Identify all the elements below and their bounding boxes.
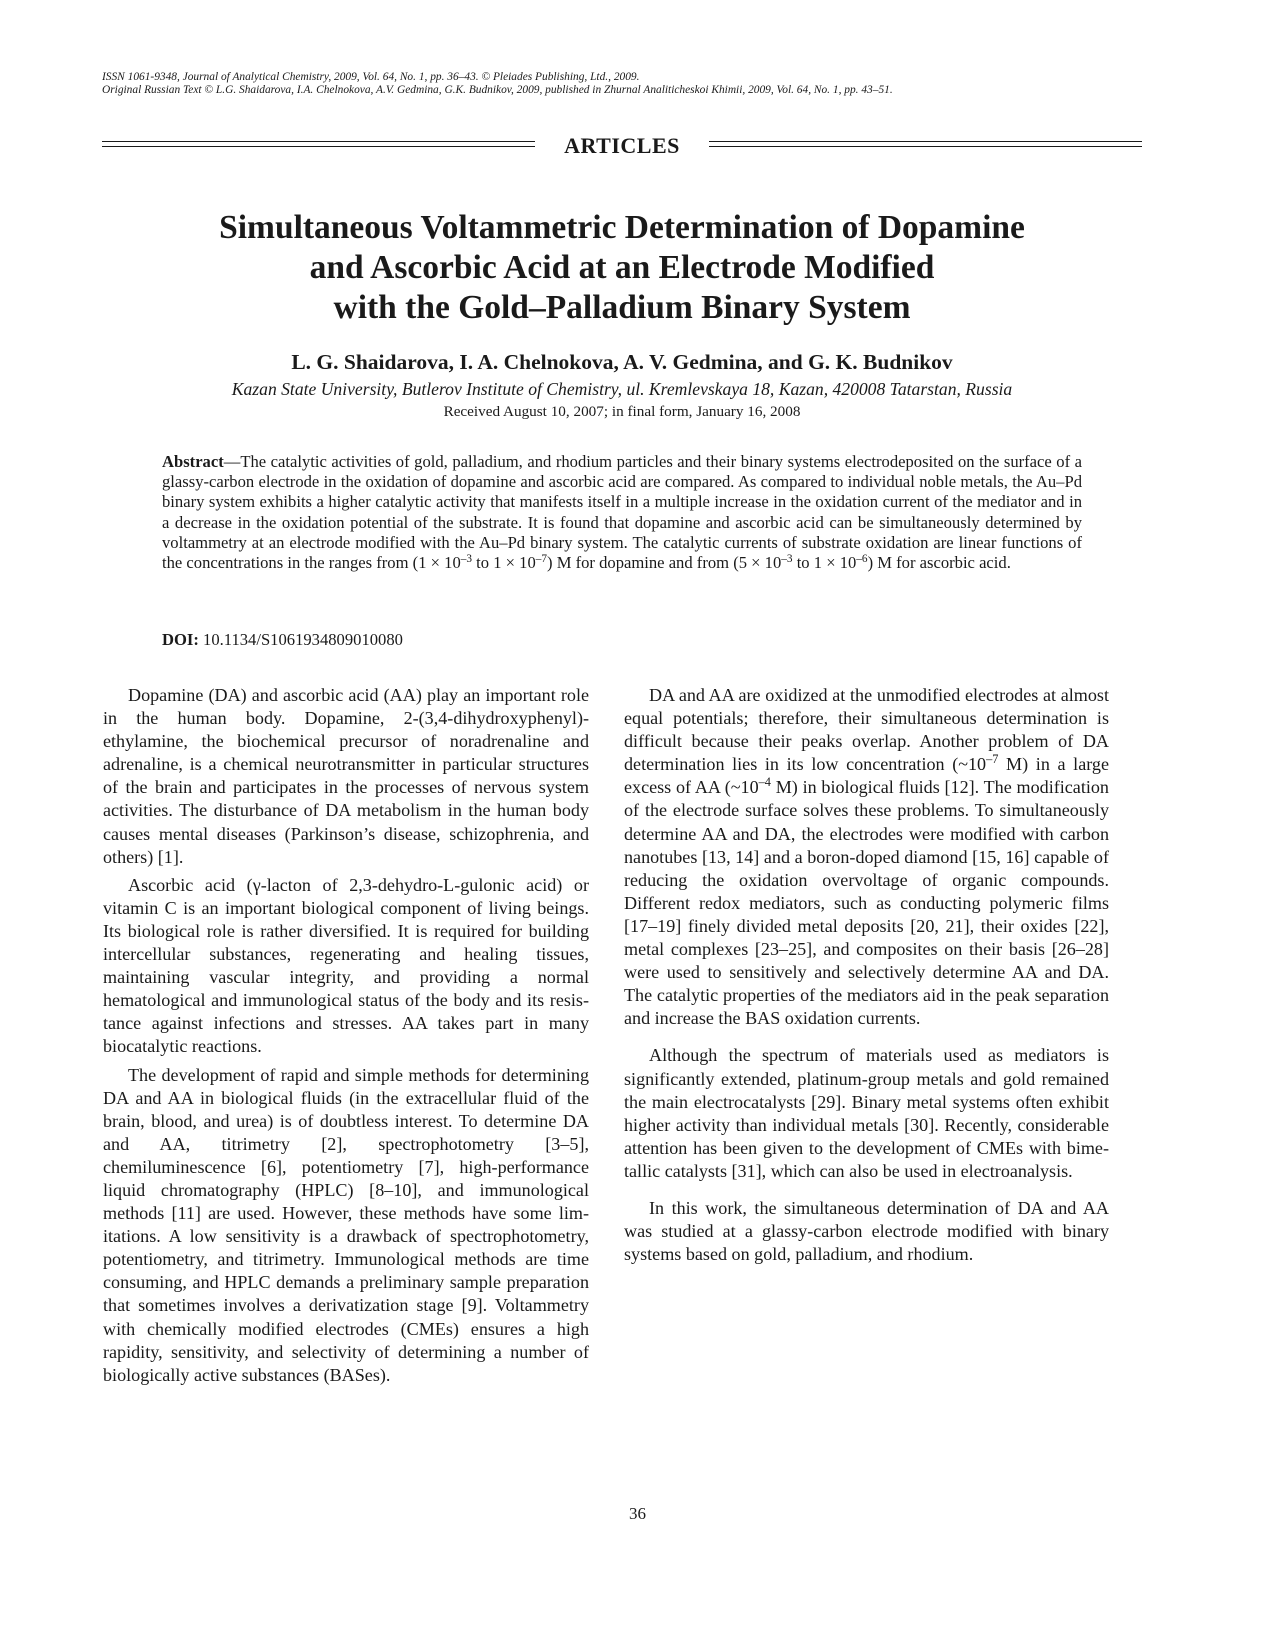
title-line-2: and Ascorbic Acid at an Electrode Modified [309, 249, 935, 286]
body-text: M) in a large excess of AA (~10 [624, 754, 1109, 798]
author-list: L. G. Shaidarova, I. A. Chelnokova, A. V. Gedmina, and G. K. Budnikov [291, 350, 953, 374]
body-text: M) in biological fluids [12]. The modification of the electrode surface solves these problems. To simultaneously determine AA and DA, the electrodes were modified with carbon nanotubes [13, 14] and a boron-doped diamond [15, 16] capable of reducing the oxidation overvoltage of organic compounds. Different redox mediators, such as conducting polymeric films [17–19] finely divided metal deposits [20, 21], their oxides [22], metal complexes [23–25], and composites on their basis [26–28] were used to sensitively and selectively determine AA and DA. The catalytic properties of the mediators aid in the peak separation and increase the BAS oxidation currents. [624, 777, 1109, 1029]
paper-title [102, 208, 1142, 328]
journal-citation-line: ISSN 1061-9348, Journal of Analytical Chemistry, 2009, Vol. 64, No. 1, pp. 36–43. © Pleiades Publishing, Ltd., 2009. [102, 71, 640, 83]
abstract-exponent: –3 [781, 552, 793, 565]
section-rule-right [709, 141, 1142, 147]
doi-value[interactable]: 10.1134/S1061934809010080 [203, 630, 403, 649]
body-exponent: –4 [758, 775, 771, 790]
abstract-text-4: to 1 × 10 [792, 553, 857, 573]
body-paragraph: Dopamine (DA) and ascorbic acid (AA) play an important role in the human body. Dopamine, 2-(3,4-dihydroxyphenyl)-ethylamine, the biochemical precursor of noradrenaline and adrenaline, is a chemical neurotransmitter in particular structures of the brain and participates in the processes of nervous system activities. The disturbance of DA metabolism in the human body causes mental diseases (Parkinson’s disease, schizophrenia, and others) [1]. [103, 685, 589, 867]
body-paragraph: Ascorbic acid (γ-lacton of 2,3-dehydro-L-gulonic acid) or vitamin C is an important biological component of living beings. Its biological role is rather diversified. It is required for building intercellular substances, regenerating and healing tissues, maintaining vascular integrity, and providing a normal hematological and immunological status of the body and its resistance against infections and stresses. AA takes part in many biocatalytic reactions. [103, 874, 589, 1057]
abstract-text-5: ) M for ascorbic acid. [867, 553, 1011, 573]
abstract-text-1: —The catalytic activities of gold, palladium, and rhodium particles and their binary systems electrodeposited on the surface of a glassy-carbon electrode in the oxidation of dopamine and ascorbic acid are compared. As compared to individual noble metals, the Au–Pd binary system exhibits a higher catalytic activity that manifests itself in a multiple increase in the oxidation current of the mediator and in a decrease in the oxidation potential of the substrate. It is found that dopamine and ascorbic acid can be simultaneously determined by voltammetry at an electrode modified with the Au–Pd binary system. The catalytic currents of substrate oxidation are linear functions of the concentrations in the ranges from (1 × 10 [162, 452, 1082, 573]
body-paragraph: In this work, the simultaneous determination of DA and AA was studied at a glassy-carbon electrode modified with binary systems based on gold, palladium, and rhodium. [624, 1197, 1109, 1265]
doi-label: DOI: [162, 630, 199, 649]
title-line-1: Simultaneous Voltammetric Determination of Dopamine [219, 209, 1025, 246]
section-header [102, 133, 1142, 159]
body-column-left [103, 684, 589, 1387]
body-paragraph: Although the spectrum of materials used as mediators is significantly extended, platinum-group metals and gold remained the main electrocatalysts [29]. Binary metal systems often exhibit higher activity than individual metals [30]. Recently, considerable attention has been given to the development of CMEs with bimetallic catalysts [31], which can also be used in electroanalysis. [624, 1045, 1109, 1181]
section-label: ARTICLES [564, 133, 680, 158]
body-column-right [624, 684, 1109, 1266]
abstract-label: Abstract [162, 452, 224, 471]
body-text: DA and AA are oxidized at the unmodified electrodes at almost equal potentials; therefore, their simultaneous determination is difficult because their peaks overlap. Another problem of DA determination lies in its low concentration (~10 [624, 685, 1109, 775]
abstract-text-2: to 1 × 10 [472, 553, 536, 573]
title-line-3: with the Gold–Palladium Binary System [333, 289, 911, 326]
abstract-text-3: ) M for dopamine and from (5 × 10 [547, 553, 782, 573]
abstract-exponent: –6 [856, 552, 868, 565]
body-paragraph: The development of rapid and simple methods for determining DA and AA in biological fluids (in the extracellular fluid of the brain, blood, and urea) is of doubtless interest. To determine DA and AA, titrimetry [2], spectrophotometry [3–5], chemiluminescence [6], potentiometry [7], high-performance liquid chromatography (HPLC) [8–10], and immunological methods [11] are used. However, these methods have some limitations. A low sensitivity is a drawback of spectrophotometry, potentiometry, and titrimetry. Immunological methods are time consuming, and HPLC demands a preliminary sample preparation that sometimes involves a derivatization stage [9]. Voltammetry with chemically modified electrodes (CMEs) ensures a high rapidity, sensitivity, and selectivity of determining a number of biologically active substances (BASes). [103, 1064, 589, 1385]
abstract-exponent: –3 [460, 552, 473, 565]
abstract-exponent: –7 [535, 552, 548, 565]
page-number: 36 [629, 1504, 646, 1523]
section-rule-left [102, 141, 535, 147]
body-paragraph [624, 684, 1109, 1030]
doi-line [162, 630, 403, 650]
original-text-line: Original Russian Text © L.G. Shaidarova, I.A. Chelnokova, A.V. Gedmina, G.K. Budnikov, 2009, published in Zhurnal Analiticheskoi Khimii, 2009, Vol. 64, No. 1, pp. 43–51. [102, 84, 893, 96]
abstract [162, 452, 1082, 573]
received-dates: Received August 10, 2007; in final form, January 16, 2008 [443, 403, 801, 420]
body-exponent: –7 [986, 752, 999, 767]
affiliation: Kazan State University, Butlerov Institute of Chemistry, ul. Kremlevskaya 18, Kazan, 420008 Tatarstan, Russia [231, 379, 1013, 399]
